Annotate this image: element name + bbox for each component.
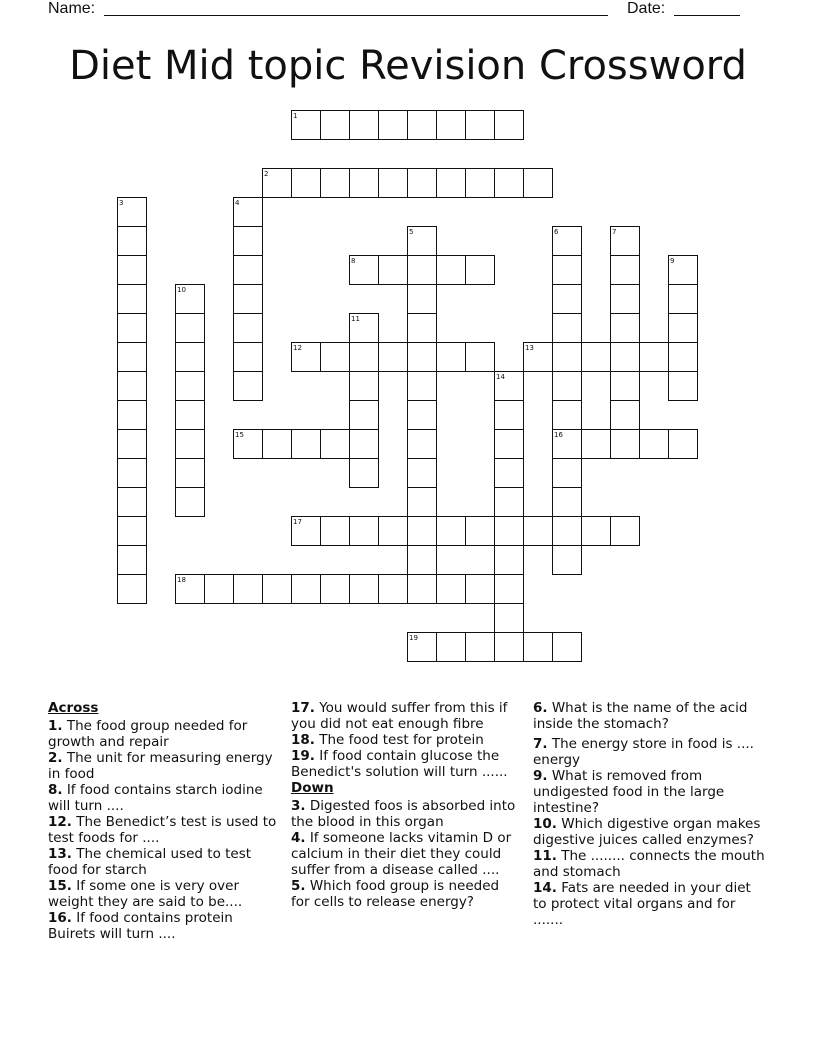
grid-cell[interactable]	[668, 371, 698, 401]
grid-cell[interactable]	[233, 313, 263, 343]
grid-cell[interactable]	[668, 313, 698, 343]
grid-cell[interactable]	[436, 632, 466, 662]
clue-number-label: 5	[409, 228, 414, 236]
grid-cell[interactable]	[378, 516, 408, 546]
grid-cell[interactable]	[552, 487, 582, 517]
grid-cell[interactable]	[552, 342, 582, 372]
clue-text: If food contain glucose the Benedict's solution will turn ......	[291, 748, 508, 780]
clue-text: What is removed from undigested food in the large intestine?	[533, 768, 725, 816]
down-heading: Down	[291, 780, 334, 796]
clue-number-label: 9	[670, 257, 675, 265]
grid-cell[interactable]	[581, 342, 611, 372]
grid-cell[interactable]	[610, 429, 640, 459]
grid-cell[interactable]	[494, 400, 524, 430]
clue-text: The ........ connects the mouth and stomach	[533, 848, 765, 880]
grid-cell[interactable]	[378, 168, 408, 198]
date-field-line[interactable]	[674, 0, 740, 16]
grid-cell[interactable]	[233, 226, 263, 256]
grid-cell[interactable]	[494, 632, 524, 662]
clue-across-16	[48, 910, 278, 942]
grid-cell[interactable]	[349, 516, 379, 546]
grid-cell[interactable]	[610, 516, 640, 546]
name-label: Name:	[48, 0, 96, 17]
clue-number: 6.	[533, 700, 548, 716]
clue-across-17	[291, 700, 516, 732]
grid-cell[interactable]	[494, 516, 524, 546]
clue-number: 14.	[533, 880, 557, 896]
grid-cell[interactable]	[639, 429, 669, 459]
grid-cell[interactable]	[494, 458, 524, 488]
clues-column-2	[291, 700, 516, 910]
grid-cell[interactable]	[610, 342, 640, 372]
grid-cell[interactable]	[349, 371, 379, 401]
grid-cell[interactable]	[378, 255, 408, 285]
grid-cell[interactable]	[552, 400, 582, 430]
clue-number-label: 14	[496, 373, 505, 381]
grid-cell[interactable]	[349, 458, 379, 488]
clue-text: If food contains protein Buirets will turn ....	[48, 910, 233, 942]
grid-cell[interactable]	[610, 313, 640, 343]
clue-number-label: 4	[235, 199, 240, 207]
grid-cell[interactable]	[494, 110, 524, 140]
grid-cell[interactable]	[407, 429, 437, 459]
clue-text: What is the name of the acid inside the stomach?	[533, 700, 748, 732]
clue-number-label: 15	[235, 431, 244, 439]
grid-cell[interactable]	[639, 342, 669, 372]
page-title: Diet Mid topic Revision Crossword	[69, 43, 747, 89]
grid-cell[interactable]	[117, 487, 147, 517]
grid-cell[interactable]	[378, 342, 408, 372]
grid-cell[interactable]	[175, 342, 205, 372]
grid-cell[interactable]	[436, 110, 466, 140]
grid-cell[interactable]	[552, 516, 582, 546]
grid-cell[interactable]	[117, 400, 147, 430]
clue-number: 8.	[48, 782, 63, 798]
grid-cell[interactable]	[407, 400, 437, 430]
clue-number-label: 18	[177, 576, 186, 584]
grid-cell[interactable]	[407, 226, 437, 256]
grid-cell[interactable]	[320, 110, 350, 140]
clue-across-2	[48, 750, 278, 782]
grid-cell[interactable]	[552, 255, 582, 285]
grid-cell[interactable]	[175, 574, 205, 604]
grid-cell[interactable]	[320, 574, 350, 604]
clue-text: Fats are needed in your diet to protect vital organs and for .......	[533, 880, 751, 928]
clue-number: 7.	[533, 736, 548, 752]
grid-cell[interactable]	[349, 342, 379, 372]
grid-cell[interactable]	[117, 458, 147, 488]
grid-cell[interactable]	[436, 516, 466, 546]
grid-cell[interactable]	[378, 574, 408, 604]
grid-cell[interactable]	[349, 255, 379, 285]
grid-cell[interactable]	[320, 342, 350, 372]
grid-cell[interactable]	[117, 342, 147, 372]
clue-number-label: 3	[119, 199, 124, 207]
clue-number-label: 11	[351, 315, 360, 323]
grid-cell[interactable]	[175, 284, 205, 314]
grid-cell[interactable]	[465, 516, 495, 546]
clue-text: Digested foos is absorbed into the blood in this organ	[291, 798, 516, 830]
clue-text: The Benedict’s test is used to test foods for ....	[48, 814, 277, 846]
grid-cell[interactable]	[610, 371, 640, 401]
grid-cell[interactable]	[291, 574, 321, 604]
grid-cell[interactable]	[349, 313, 379, 343]
clue-number: 5.	[291, 878, 306, 894]
clue-number: 3.	[291, 798, 306, 814]
clue-number-label: 6	[554, 228, 559, 236]
grid-cell[interactable]	[407, 371, 437, 401]
grid-cell[interactable]	[233, 284, 263, 314]
grid-cell[interactable]	[494, 545, 524, 575]
grid-cell[interactable]	[407, 110, 437, 140]
grid-cell[interactable]	[117, 516, 147, 546]
clue-down-3	[291, 798, 516, 830]
clue-down-4	[291, 830, 516, 878]
grid-cell[interactable]	[581, 516, 611, 546]
clue-number: 18.	[291, 732, 315, 748]
grid-cell[interactable]	[117, 429, 147, 459]
clue-down-14	[533, 880, 768, 928]
grid-cell[interactable]	[610, 284, 640, 314]
grid-cell[interactable]	[320, 516, 350, 546]
grid-cell[interactable]	[407, 487, 437, 517]
grid-cell[interactable]	[320, 429, 350, 459]
grid-cell[interactable]	[407, 168, 437, 198]
grid-cell[interactable]	[117, 197, 147, 227]
clue-number: 11.	[533, 848, 557, 864]
grid-cell[interactable]	[552, 284, 582, 314]
grid-cell[interactable]	[668, 342, 698, 372]
clue-across-8	[48, 782, 278, 814]
grid-cell[interactable]	[349, 400, 379, 430]
clue-text: Which food group is needed for cells to release energy?	[291, 878, 500, 910]
grid-cell[interactable]	[407, 255, 437, 285]
grid-cell[interactable]	[291, 110, 321, 140]
grid-cell[interactable]	[581, 429, 611, 459]
grid-cell[interactable]	[349, 429, 379, 459]
grid-cell[interactable]	[262, 574, 292, 604]
grid-cell[interactable]	[291, 168, 321, 198]
grid-cell[interactable]	[494, 168, 524, 198]
clue-text: If food contains starch iodine will turn ....	[48, 782, 263, 814]
grid-cell[interactable]	[407, 545, 437, 575]
grid-cell[interactable]	[117, 284, 147, 314]
grid-cell[interactable]	[320, 168, 350, 198]
clue-across-1	[48, 718, 278, 750]
grid-cell[interactable]	[494, 429, 524, 459]
clues-column-3	[533, 700, 768, 928]
clue-number: 9.	[533, 768, 548, 784]
grid-cell[interactable]	[378, 110, 408, 140]
grid-cell[interactable]	[407, 632, 437, 662]
clue-number-label: 12	[293, 344, 302, 352]
grid-cell[interactable]	[465, 574, 495, 604]
clue-number: 13.	[48, 846, 72, 862]
grid-cell[interactable]	[349, 574, 379, 604]
grid-cell[interactable]	[552, 458, 582, 488]
clue-number: 1.	[48, 718, 63, 734]
grid-cell[interactable]	[465, 110, 495, 140]
clue-number: 16.	[48, 910, 72, 926]
clues-column-1	[48, 700, 278, 942]
grid-cell[interactable]	[175, 371, 205, 401]
grid-cell[interactable]	[465, 168, 495, 198]
clue-number-label: 2	[264, 170, 269, 178]
clue-text: You would suffer from this if you did not eat enough fibre	[291, 700, 508, 732]
grid-cell[interactable]	[494, 371, 524, 401]
clue-across-13	[48, 846, 278, 878]
grid-cell[interactable]	[175, 458, 205, 488]
clue-number: 2.	[48, 750, 63, 766]
grid-cell[interactable]	[233, 574, 263, 604]
grid-cell[interactable]	[610, 226, 640, 256]
clue-number-label: 7	[612, 228, 617, 236]
grid-cell[interactable]	[233, 342, 263, 372]
clue-across-12	[48, 814, 278, 846]
grid-cell[interactable]	[407, 342, 437, 372]
clue-text: The unit for measuring energy in food	[48, 750, 273, 782]
grid-cell[interactable]	[117, 313, 147, 343]
grid-cell[interactable]	[117, 371, 147, 401]
grid-cell[interactable]	[291, 516, 321, 546]
clue-number-label: 10	[177, 286, 186, 294]
clue-number: 4.	[291, 830, 306, 846]
date-label: Date:	[627, 0, 666, 17]
clue-across-19	[291, 748, 516, 780]
grid-cell[interactable]	[668, 255, 698, 285]
grid-cell[interactable]	[175, 400, 205, 430]
grid-cell[interactable]	[175, 429, 205, 459]
grid-cell[interactable]	[117, 255, 147, 285]
grid-cell[interactable]	[233, 197, 263, 227]
grid-cell[interactable]	[436, 342, 466, 372]
grid-cell[interactable]	[117, 574, 147, 604]
clue-text: If someone lacks vitamin D or calcium in their diet they could suffer from a disease called ....	[291, 830, 512, 878]
grid-cell[interactable]	[407, 458, 437, 488]
grid-cell[interactable]	[494, 574, 524, 604]
grid-cell[interactable]	[436, 168, 466, 198]
grid-cell[interactable]	[175, 487, 205, 517]
clue-down-7	[533, 736, 768, 768]
grid-cell[interactable]	[175, 313, 205, 343]
grid-cell[interactable]	[233, 429, 263, 459]
clue-text: If some one is very over weight they are said to be....	[48, 878, 243, 910]
grid-cell[interactable]	[436, 255, 466, 285]
grid-cell[interactable]	[552, 632, 582, 662]
grid-cell[interactable]	[523, 342, 553, 372]
grid-cell[interactable]	[291, 342, 321, 372]
grid-cell[interactable]	[407, 574, 437, 604]
clue-down-11	[533, 848, 768, 880]
grid-cell[interactable]	[291, 429, 321, 459]
grid-cell[interactable]	[668, 284, 698, 314]
clue-across-15	[48, 878, 278, 910]
across-heading: Across	[48, 700, 99, 716]
clue-number: 19.	[291, 748, 315, 764]
grid-cell[interactable]	[668, 429, 698, 459]
clue-text: Which digestive organ makes digestive juices called enzymes?	[533, 816, 761, 848]
clue-number-label: 1	[293, 112, 298, 120]
grid-cell[interactable]	[552, 371, 582, 401]
clue-down-5	[291, 878, 516, 910]
grid-cell[interactable]	[552, 226, 582, 256]
clue-text: The food group needed for growth and repair	[48, 718, 248, 750]
clue-number-label: 16	[554, 431, 563, 439]
grid-cell[interactable]	[407, 516, 437, 546]
grid-cell[interactable]	[233, 371, 263, 401]
grid-cell[interactable]	[349, 110, 379, 140]
grid-cell[interactable]	[407, 313, 437, 343]
grid-cell[interactable]	[204, 574, 234, 604]
name-field-line[interactable]	[104, 0, 608, 16]
grid-cell[interactable]	[494, 603, 524, 633]
clue-number: 15.	[48, 878, 72, 894]
grid-cell[interactable]	[552, 545, 582, 575]
clue-number-label: 13	[525, 344, 534, 352]
clue-number-label: 19	[409, 634, 418, 642]
grid-cell[interactable]	[233, 255, 263, 285]
grid-cell[interactable]	[610, 255, 640, 285]
grid-cell[interactable]	[436, 574, 466, 604]
clue-down-9	[533, 768, 768, 816]
grid-cell[interactable]	[523, 168, 553, 198]
grid-cell[interactable]	[465, 342, 495, 372]
grid-cell[interactable]	[117, 226, 147, 256]
clue-text: The energy store in food is .... energy	[533, 736, 754, 768]
grid-cell[interactable]	[523, 632, 553, 662]
clue-down-6	[533, 700, 768, 732]
grid-cell[interactable]	[407, 284, 437, 314]
grid-cell[interactable]	[523, 516, 553, 546]
clue-across-18	[291, 732, 516, 748]
clue-text: The chemical used to test food for starch	[48, 846, 252, 878]
clue-text: The food test for protein	[319, 732, 484, 748]
grid-cell[interactable]	[494, 487, 524, 517]
clue-number: 10.	[533, 816, 557, 832]
clue-down-10	[533, 816, 768, 848]
clue-number: 17.	[291, 700, 315, 716]
grid-cell[interactable]	[552, 313, 582, 343]
clue-number-label: 17	[293, 518, 302, 526]
grid-cell[interactable]	[262, 168, 292, 198]
grid-cell[interactable]	[262, 429, 292, 459]
grid-cell[interactable]	[117, 545, 147, 575]
grid-cell[interactable]	[465, 632, 495, 662]
grid-cell[interactable]	[465, 255, 495, 285]
clue-number: 12.	[48, 814, 72, 830]
grid-cell[interactable]	[610, 400, 640, 430]
grid-cell[interactable]	[552, 429, 582, 459]
clue-number-label: 8	[351, 257, 356, 265]
grid-cell[interactable]	[349, 168, 379, 198]
